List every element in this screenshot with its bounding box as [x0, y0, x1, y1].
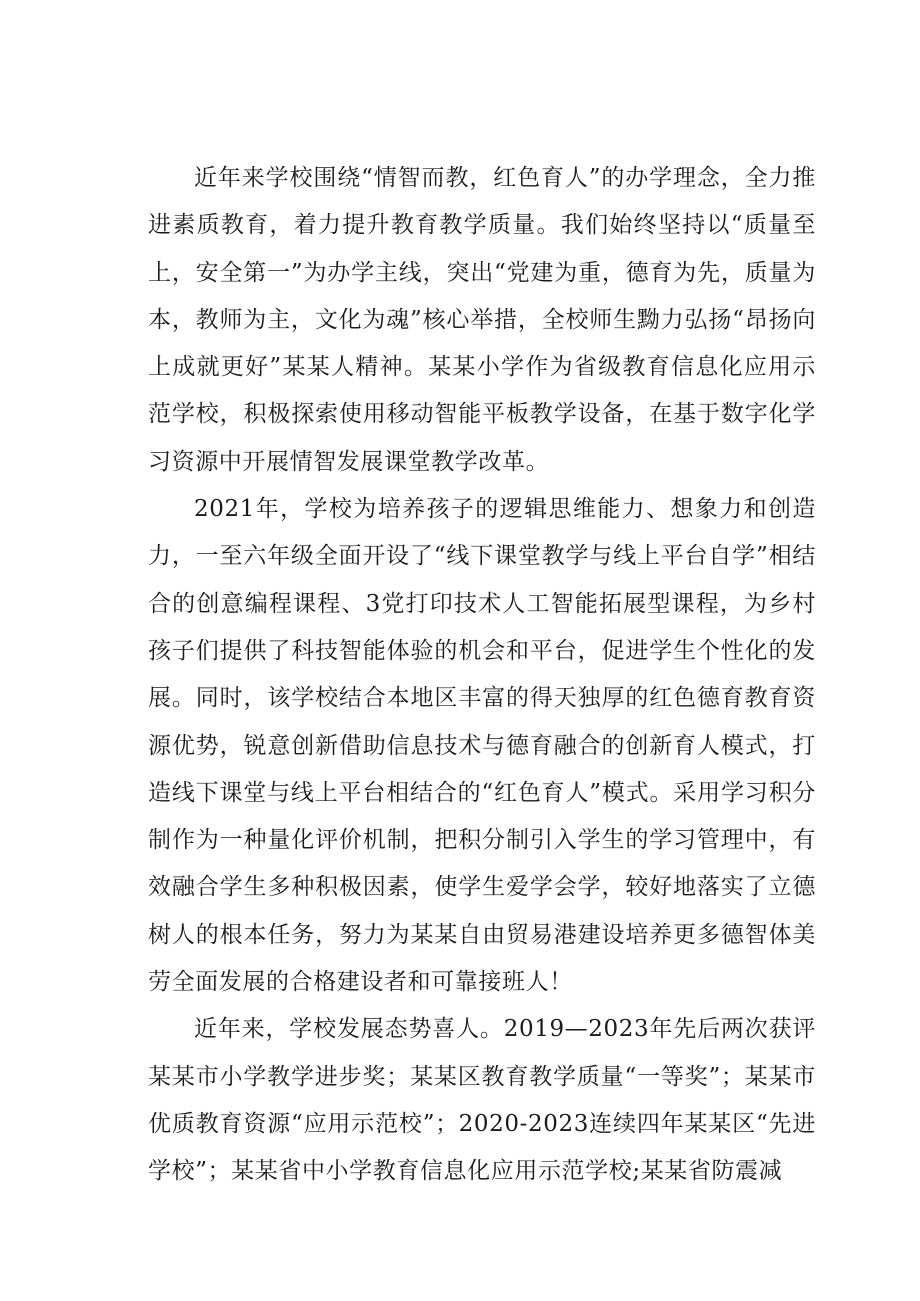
- paragraph-1: 近年来学校围绕“情智而教，红色育人”的办学理念，全力推进素质教育，着力提升教育教学质量。我们始终坚持以“质量至上，安全第一”为办学主线，突出“党建为重，德育为先，质量为本，教师为主，文化为魂”核心举措，全校师生黝力弘扬“昂扬向上成就更好”某某人精神。某某小学作为省级教育信息化应用示范学校，积极探索使用移动智能平板教学设备，在基于数字化学习资源中开展情智发展课堂教学改革。: [148, 165, 816, 475]
- paragraph-3: 近年来，学校发展态势喜人。2019—2023年先后两次获评某某市小学教学进步奖；某某区教育教学质量“一等奖”；某某市优质教育资源“应用示范校”；2020-2023连续四年某某区“先进学校”；某某省中小学教育信息化应用示范学校;某某省防震减: [148, 1016, 816, 1185]
- paragraph-2: 2021年，学校为培养孩子的逻辑思维能力、想象力和创造力，一至六年级全面开设了“线下课堂教学与线上平台自学”相结合的创意编程课程、3党打印技术人工智能拓展型课程，为乡村孩子们提供了科技智能体验的机会和平台，促进学生个性化的发展。同时，该学校结合本地区丰富的得天独厚的红色德育教育资源优势，锐意创新借助信息技术与德育融合的创新育人模式，打造线下课堂与线上平台相结合的“红色育人”模式。采用学习积分制作为一种量化评价机制，把积分制引入学生的学习管理中，有效融合学生多种积极因素，使学生爱学会学，较好地落实了立德树人的根本任务，努力为某某自由贸易港建设培养更多德智体美劳全面发展的合格建设者和可靠接班人！: [148, 496, 816, 996]
- document-body: [148, 155, 816, 1196]
